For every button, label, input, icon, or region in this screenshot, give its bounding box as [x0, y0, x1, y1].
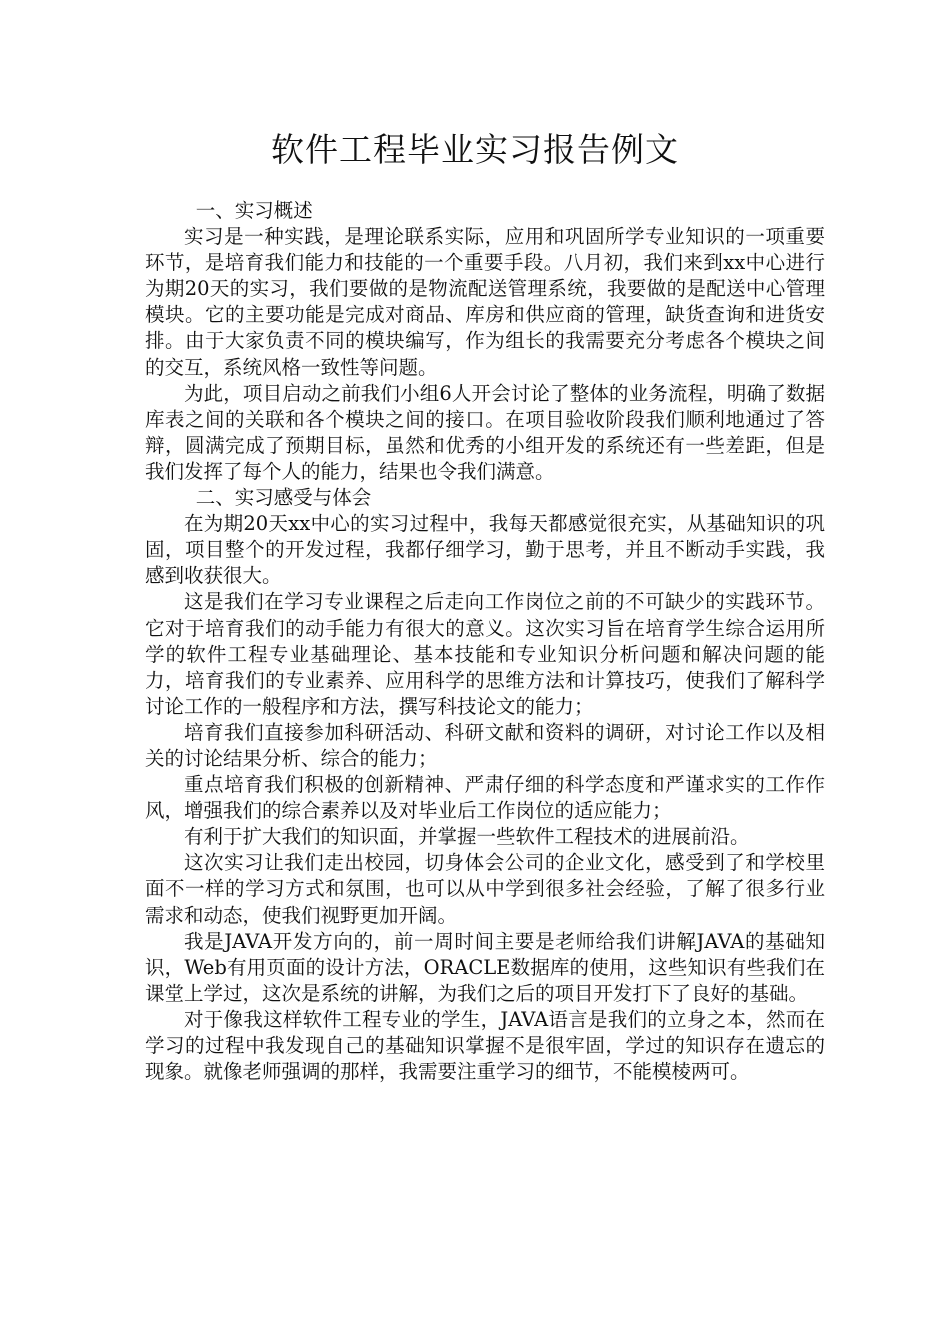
paragraph: 培育我们直接参加科研活动、科研文献和资料的调研，对讨论工作以及相关的讨论结果分析、综合的能力； [145, 720, 825, 770]
section-heading-experience: 二、实习感受与体会 [195, 486, 372, 510]
paragraph: 有利于扩大我们的知识面，并掌握一些软件工程技术的进展前沿。 [184, 825, 750, 849]
paragraph: 我是JAVA开发方向的，前一周时间主要是老师给我们讲解JAVA的基础知识，Web有用页面的设计方法，ORACLE数据库的使用，这些知识有些我们在课堂上学过，这次是系统的讲解，为我们之后的项目开发打下了良好的基础。 [145, 929, 825, 1005]
paragraph: 为此，项目启动之前我们小组6人开会讨论了整体的业务流程，明确了数据库表之间的关联和各个模块之间的接口。在项目验收阶段我们顺利地通过了答辩，圆满完成了预期目标，虽然和优秀的小组开发的系统还有一些差距，但是我们发挥了每个人的能力，结果也令我们满意。 [145, 381, 825, 483]
paragraph: 重点培育我们积极的创新精神、严肃仔细的科学态度和严谨求实的工作作风，增强我们的综合素养以及对毕业后工作岗位的适应能力； [145, 773, 825, 823]
paragraph: 这是我们在学习专业课程之后走向工作岗位之前的不可缺少的实践环节。它对于培育我们的动手能力有很大的意义。这次实习旨在培育学生综合运用所学的软件工程专业基础理论、基本技能和专业知识分析问题和解决问题的能力，培育我们的专业素养、应用科学的思维方法和计算技巧，使我们了解科学讨论工作的一般程序和方法，撰写科技论文的能力； [145, 590, 825, 718]
section-heading-overview: 一、实习概述 [195, 199, 313, 222]
paragraph: 实习是一种实践，是理论联系实际，应用和巩固所学专业知识的一项重要环节，是培育我们能力和技能的一个重要手段。八月初，我们来到xx中心进行为期20天的实习，我们要做的是物流配送管理系统，我要做的是配送中心管理模块。它的主要功能是完成对商品、库房和供应商的管理，缺货查询和进货安排。由于大家负责不同的模块编写，作为组长的我需要充分考虑各个模块之间的交互，系统风格一致性等问题。 [145, 225, 825, 379]
paragraph: 在为期20天xx中心的实习过程中，我每天都感觉很充实，从基础知识的巩固，项目整个的开发过程，我都仔细学习，勤于思考，并且不断动手实践，我感到收获很大。 [145, 512, 825, 588]
paragraph: 对于像我这样软件工程专业的学生，JAVA语言是我们的立身之本，然而在学习的过程中我发现自己的基础知识掌握不是很牢固，学过的知识存在遗忘的现象。就像老师强调的那样，我需要注重学习的细节，不能模棱两可。 [145, 1007, 825, 1084]
document-body [145, 198, 825, 1085]
document-title: 软件工程毕业实习报告例文 [271, 130, 679, 169]
paragraph: 这次实习让我们走出校园，切身体会公司的企业文化，感受到了和学校里面不一样的学习方式和氛围，也可以从中学到很多社会经验，了解了很多行业需求和动态，使我们视野更加开阔。 [145, 851, 825, 927]
